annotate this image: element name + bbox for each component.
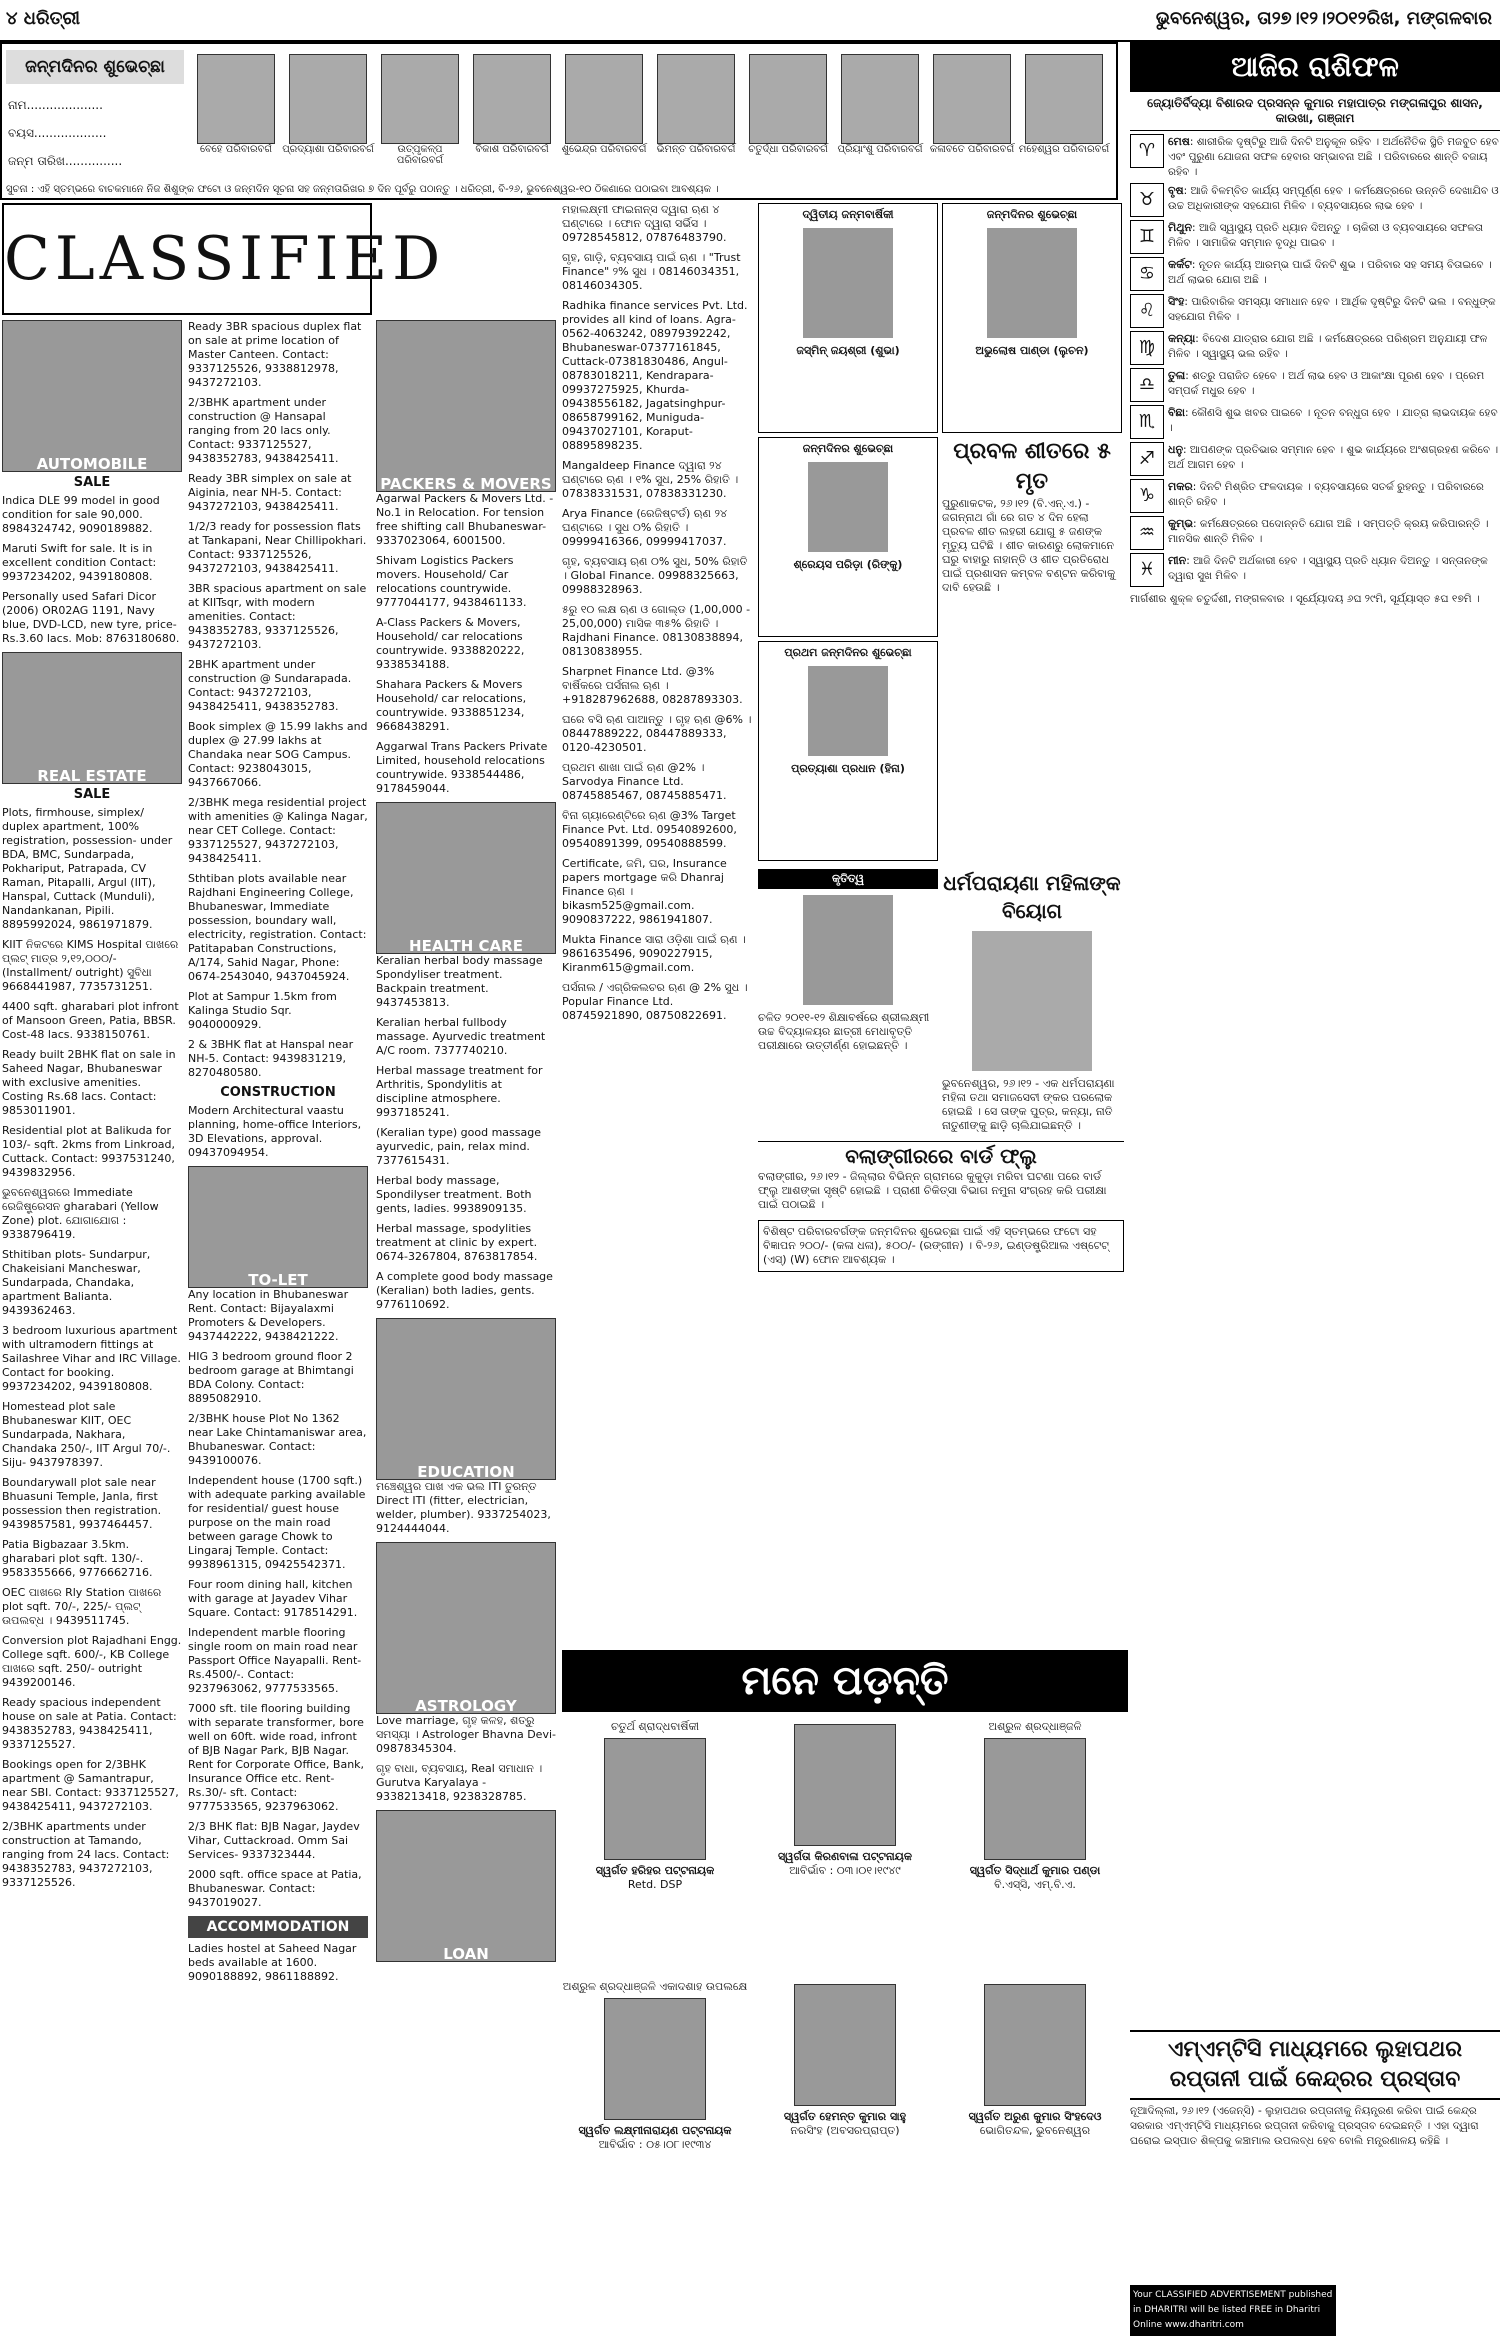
finance-ad: Radhika finance services Pvt. Ltd. provides all kind of loans. Agra-0562-4063242, 08979392242, Bhubaneswar-07377161845, Cuttack-07381830486, Angul-08783018211, Kendrapara-09937275925, Khurda-09438556182, Jagatsinghpur-08658799162, Muniguda-09437027101, Koraput-08895898235. xyxy=(562,299,748,452)
finance-ad: ପ୍ରଥମ ଶାଖା ପାଇଁ ଋଣ @2% । Sarvodya Finance Ltd. 08745885467, 08745885471. xyxy=(562,761,727,802)
astrology-label: ASTROLOGY xyxy=(415,1697,517,1715)
zodiac-sign xyxy=(1130,479,1500,513)
classified-ad: Personally used Safari Dicor (2006) OR02AG 1191, Navy blue, DVD-LCD, new tyre, price- Rs.3.60 lacs. Mob: 8763180680. xyxy=(2,590,180,645)
zodiac-11-icon: ♓ xyxy=(1130,553,1164,587)
zodiac-reading: ଶାରୀରିକ ଦୃଷ୍ଟିରୁ ଆଜି ଦିନଟି ଅନୁକୂଳ ରହିବ । ଅର୍ଥନୈତିକ ସ୍ଥିତି ମଜବୁତ ହେବ ଏବଂ ପୁରୁଣା ଯୋଜନା ସଫଳ ହେବାର ସମ୍ଭାବନା ଅଛି । ପରିବାରରେ ଶାନ୍ତି ବଜାୟ ରହିବ । xyxy=(1168,136,1499,178)
page-header xyxy=(0,0,1500,42)
kid-card xyxy=(1018,54,1110,184)
zodiac-sign xyxy=(1130,368,1500,402)
finance-ads xyxy=(562,203,752,1023)
birthday-ad-notice: ବିଶିଷ୍ଟ ପରିବାରବର୍ଗଙ୍କ ଜନ୍ମଦିନର ଶୁଭେଚ୍ଛା ପାଇଁ ଏହି ସ୍ତମ୍ଭରେ ଫଟୋ ସହ ବିଜ୍ଞାପନ ୨୦୦/- (କଳା ଧଳା), ୫୦୦/- (ରଙ୍ଗୀନ) । ବି-୨୬, ଇଣ୍ଡଷ୍ଟ୍ରିଆଲ ଏଷ୍ଟେଟ୍ (ଏସ୍) (W) ଫୋନ ଆବଶ୍ୟକ । xyxy=(758,1220,1124,1272)
zodiac-name: ମେଷ xyxy=(1168,135,1190,148)
zodiac-reading: ଆଜି ବିଳମ୍ବିତ କାର୍ଯ୍ୟ ସମ୍ପୂର୍ଣ୍ଣ ହେବ । କର୍ମକ୍ଷେତ୍ରରେ ଉନ୍ନତି ଦେଖାଯିବ ଓ ଉଚ୍ଚ ଅଧିକାରୀଙ୍କ ସହଯୋଗ ମିଳିବ । ବ୍ୟବସାୟରେ ଲାଭ ହେବ । xyxy=(1168,185,1499,212)
finance-ad: Sharpnet Finance Ltd. @3% ବାର୍ଷିକରେ ପର୍ସନାଲ ଋଣ । +918287962688, 08287893303. xyxy=(562,665,743,706)
wish-row-1 xyxy=(758,203,1124,433)
wish-3-name: ଶ୍ରେୟସ ପରିଡ଼ା (ରିଙ୍କୁ) xyxy=(793,558,903,571)
zodiac-2-icon: ♊ xyxy=(1130,220,1164,254)
construction-ads xyxy=(188,1104,368,1160)
kid-caption: ବେହେ ପରିବାରବର୍ଗ xyxy=(199,144,273,155)
zodiac-reading: ବିଦେଶ ଯାତ୍ରାର ଯୋଗ ଅଛି । କର୍ମକ୍ଷେତ୍ରରେ ପରିଶ୍ରମ ଅନୁଯାୟୀ ଫଳ ମିଳିବ । ସ୍ୱାସ୍ଥ୍ୟ ଭଲ ରହିବ । xyxy=(1168,333,1488,360)
balangir-body: ବଲାଙ୍ଗୀର, ୨୬।୧୨ - ଜିଲ୍ଲାର ବିଭିନ୍ନ ଗ୍ରାମରେ କୁକୁଡ଼ା ମରିବା ଘଟଣା ପରେ ବାର୍ଡ ଫ୍ଲୁ ଆଶଙ୍କା ସୃଷ୍ଟି ହୋଇଛି । ପ୍ରାଣୀ ଚିକିତ୍ସା ବିଭାଗ ନମୁନା ସଂଗ୍ରହ କରି ପରୀକ୍ଷା ପାଇଁ ପଠାଇଛି । xyxy=(758,1170,1107,1211)
classified-ad: Ready built 2BHK flat on sale in Saheed Nagar, Bhubaneswar with exclusive amenities. Costing Rs.68 lacs. Contact: 9853011901. xyxy=(2,1048,176,1117)
classified-ad: 2000 sqft. office space at Patia, Bhubaneswar. Contact: 9437019027. xyxy=(188,1868,362,1909)
finance-ad: ଘରେ ବସି ଋଣ ପାଆନ୍ତୁ । ଗୃହ ଋଣ @6% । 08447889222, 08447889333, 0120-4230501. xyxy=(562,713,752,754)
automobile-image xyxy=(2,320,182,472)
kid-caption: ବିକାଶ ପରିବାରବର୍ଗ xyxy=(475,144,549,155)
mmtc-body: ନୂଆଦିଲ୍ଲୀ, ୨୬।୧୨ (ଏଜେନ୍ସି) - ଲୁହାପଥର ରପ୍ତାନୀକୁ ନିୟନ୍ତ୍ରଣ କରିବା ପାଇଁ କେନ୍ଦ୍ର ସରକାର ଏମ୍‌ଏମ୍‌ଟିସି ମାଧ୍ୟମରେ ରପ୍ତାନୀ କରିବାକୁ ପ୍ରସ୍ତାବ ଦେଇଛନ୍ତି । ଏହା ଦ୍ୱାରା ଘରୋଇ ଇସ୍ପାତ ଶିଳ୍ପକୁ କଞ୍ଚାମାଲ ଉପଲବ୍ଧ ହେବ ବୋଲି ମନ୍ତ୍ରଣାଳୟ କହିଛି । xyxy=(1130,2105,1479,2147)
classified-ad: 7000 sft. tile flooring building with separate transformer, bore well on 60ft. wide road, infront of BJB Nagar Park, BJB Nagar. Rent for Corporate Office, Bank, Insurance Office etc. Rent- Rs.30/- sft. Contact: 9777533565, 9237963062. xyxy=(188,1702,365,1813)
finance-ad: ୫ରୁ ୧୦ ଲକ୍ଷ ଋଣ ଓ ଗୋଲ୍ଡ (1,00,000 - 25,00,000) ମାସିକ ୩୫% ରିହାତି । Rajdhani Finance. 08130838894, 08130838955. xyxy=(562,603,751,658)
tolet-image xyxy=(188,1166,368,1288)
birthday-strip-title: ଜନ୍ମଦିନର ଶୁଭେଚ୍ଛା xyxy=(6,50,184,84)
zodiac-name: କୁମ୍ଭ xyxy=(1168,517,1194,530)
zodiac-name: ଧନୁ xyxy=(1168,443,1184,456)
kids-row xyxy=(190,54,1115,184)
kid-caption: ମହେଶ୍ୱର ପରିବାରବର୍ଗ xyxy=(1018,144,1110,155)
classified-ad: 3 bedroom luxurious apartment with ultramodern fittings at Sailashree Vihar and IRC Village. Contact for booking. 9937234202, 9439180808. xyxy=(2,1324,181,1393)
obit-name: ସ୍ୱର୍ଗତ ହରିହର ପଟ୍ଟନାୟକ xyxy=(595,1864,715,1877)
classified-ad: Independent marble flooring single room on main road near Passport Office Nayapalli. Rent-Rs.4500/-. Contact: 9237963062, 9777533565. xyxy=(188,1626,362,1695)
zodiac-sign xyxy=(1130,516,1500,550)
classified-ad: Herbal body massage, Spondilyser treatment. Both gents, ladies. 9938909135. xyxy=(376,1174,532,1215)
zodiac-6-icon: ♎ xyxy=(1130,368,1164,402)
kid-caption: ପ୍ରଦ୍ୟାଶା ପରିବାରବର୍ଗ xyxy=(282,144,374,155)
classified-ad: 2/3BHK apartment under construction @ Hansapal ranging from 20 lacs only. Contact: 9337125527, 9438352783, 9438425411. xyxy=(188,396,339,465)
zodiac-sign xyxy=(1130,294,1500,328)
tolet-label: TO-LET xyxy=(248,1271,308,1289)
classified-ad: Sthitiban plots- Sundarpur, Chakeisiani Mancheswar, Sundarpada, Chandaka, apartment Balianta. 9439362463. xyxy=(2,1248,151,1317)
kid-card xyxy=(558,54,650,184)
kid-photo xyxy=(749,54,827,144)
kid-card xyxy=(926,54,1018,184)
finance-ad: ବିନା ଗ୍ୟାରେଣ୍ଟିରେ ଋଣ @3% Target Finance Pvt. Ltd. 09540892600, 09540891399, 09540888599. xyxy=(562,809,737,850)
obituary-card xyxy=(942,1980,1128,2138)
mmtc-headline: ଏମ୍‌ଏମ୍‌ଟିସି ମାଧ୍ୟମରେ ଲୁହାପଥର ରପ୍ତାନୀ ପାଇଁ କେନ୍ଦ୍ରର ପ୍ରସ୍ତାବ xyxy=(1130,2030,1500,2100)
kid-card xyxy=(650,54,742,184)
classified-ad: 2/3BHK apartments under construction at Tamando, ranging from 24 lacs. Contact: 9438352783, 9437272103, 9337125526. xyxy=(2,1820,170,1889)
birthday-notice: ସୁଚନା : ଏହି ସ୍ତମ୍ଭରେ ବାଚକମାନେ ନିଜ ଶିଶୁଙ୍କ ଫଟୋ ଓ ଜନ୍ମଦିନ ସୂଚନା ସହ ଜନ୍ମତାରିଖର ୭ ଦିନ ପୂର୍ବରୁ ପଠାନ୍ତୁ । ଧରିତ୍ରୀ, ବି-୨୬, ଭୁବନେଶ୍ୱର-୧୦ ଠିକଣାରେ ପଠାଇବା ଆବଶ୍ୟକ । xyxy=(6,184,719,195)
kid-photo xyxy=(841,54,919,144)
kid-caption: ଭିମନ୍ତ ପରିବାରବର୍ଗ xyxy=(656,144,736,155)
zodiac-text: କର୍କଟ: ନୂତନ କାର୍ଯ୍ୟ ଆରମ୍ଭ ପାଇଁ ଦିନଟି ଶୁଭ । ପରିବାର ସହ ସମୟ ବିତାଇବେ । ଅର୍ଥ ଲାଭର ଯୋଗ ଅଛି । xyxy=(1168,258,1492,286)
classified-ad: 2/3BHK mega residential project with amenities @ Kalinga Nagar, near CET College. Contact: 9337125527, 9437272103, 9438425411. xyxy=(188,796,368,865)
obit-tag: ଅଶ୍ରୁଳ ଶ୍ରଦ୍ଧାଞ୍ଜଳି xyxy=(988,1720,1082,1733)
obituary-card xyxy=(942,1720,1128,1892)
kid-card xyxy=(190,54,282,184)
realestate-label: REAL ESTATE xyxy=(37,767,147,785)
obituary-card xyxy=(562,1980,748,2152)
classified-ad: 2/3BHK house Plot No 1362 near Lake Chintamaniswar area, Bhubaneswar. Contact: 9439100076. xyxy=(188,1412,367,1467)
zodiac-text: ତୁଳା: ଶତ୍ରୁ ପରାଜିତ ହେବେ । ଅର୍ଥ ଲାଭ ହେବ ଓ ଆକାଂକ୍ଷା ପୂରଣ ହେବ । ପ୍ରେମ ସମ୍ପର୍କ ମଧୁର ହେବ । xyxy=(1168,369,1485,397)
classified-ad: Four room dining hall, kitchen with garage at Jayadev Vihar Square. Contact: 9178514291. xyxy=(188,1578,358,1619)
zodiac-5-icon: ♍ xyxy=(1130,331,1164,365)
wish-cold-row xyxy=(758,437,1124,861)
obit-name: ସ୍ୱର୍ଗତ ଲକ୍ଷ୍ମୀନାରାୟଣ ପଟ୍ଟନାୟକ xyxy=(578,2124,732,2137)
column-4 xyxy=(562,203,752,1029)
zodiac-sign xyxy=(1130,331,1500,365)
loan-label: LOAN xyxy=(443,1945,489,1963)
finance-ad: ମହାଲକ୍ଷ୍ମୀ ଫାଇନାନ୍ସ ଦ୍ୱାରା ଋଣ ୪ ଘଣ୍ଟାରେ । ଫୋନ ଦ୍ୱାରା ସର୍ଭିସ । 09728545812, 07876483790. xyxy=(562,203,727,244)
classified-ad: Homestead plot sale Bhubaneswar KIIT, OEC Sundarpada, Nakhara, Chandaka 250/-, IIT Argul 70/-. Siju- 9437978397. xyxy=(2,1400,171,1469)
kid-caption: କଳାବତେ ପରିବାରବର୍ଗ xyxy=(929,144,1015,155)
death-photo xyxy=(972,931,1092,1071)
construction-heading: CONSTRUCTION xyxy=(220,1085,336,1100)
mane-padanti-banner: ମନେ ପଡ଼ନ୍ତି xyxy=(562,1650,1128,1712)
obit-tag: ଚତୁର୍ଥ ଶ୍ରାଦ୍ଧବାର୍ଷିକୀ xyxy=(611,1720,699,1733)
classified-ad: Ready 3BR simplex on sale at Aiginia, near NH-5. Contact: 9437272103, 9438425411. xyxy=(188,472,352,513)
obit-photo xyxy=(794,1724,896,1846)
classified-ad: Plot at Sampur 1.5km from Kalinga Studio Sqr. 9040000929. xyxy=(188,990,337,1031)
education-ads xyxy=(376,1480,556,1536)
kid-caption: ଚତୁର୍ଦ୍ଧା ପରିବାରବର୍ଗ xyxy=(748,144,828,155)
zodiac-sign xyxy=(1130,183,1500,217)
obit-name: ସ୍ୱର୍ଗତ ସିଦ୍ଧାର୍ଥ କୁମାର ପଣ୍ଡା xyxy=(969,1864,1101,1877)
horoscope-column xyxy=(1130,42,1500,2343)
obit-photo xyxy=(604,1738,706,1860)
obit-photo xyxy=(794,1984,896,2106)
classified-ad: Residential plot at Balikuda for 103/- sqft. 2kms from Linkroad, Cuttack. Contact: 9937531240, 9439832956. xyxy=(2,1124,176,1179)
classified-ad: Herbal massage treatment for Arthritis, Spondylitis at discipline atmosphere. 9937185241. xyxy=(376,1064,543,1119)
wish-3-photo xyxy=(808,462,888,552)
zodiac-name: କନ୍ୟା xyxy=(1168,332,1196,345)
death-headline: ଧର୍ମପରାୟଣା ମହିଳାଙ୍କ ବିୟୋଗ xyxy=(943,871,1121,923)
wish-1-name: ଜସ୍ମିନ୍ ଜୟଶ୍ରୀ (ଶୁଭା) xyxy=(796,344,900,357)
zodiac-text: ମେଷ: ଶାରୀରିକ ଦୃଷ୍ଟିରୁ ଆଜି ଦିନଟି ଅନୁକୂଳ ରହିବ । ଅର୍ଥନୈତିକ ସ୍ଥିତି ମଜବୁତ ହେବ ଏବଂ ପୁରୁଣା ଯୋଜନା ସଫଳ ହେବାର ସମ୍ଭାବନା ଅଛି । ପରିବାରରେ ଶାନ୍ତି ବଜାୟ ରହିବ । xyxy=(1168,135,1499,178)
kritiba-heading: କୃତିତ୍ୱ xyxy=(758,869,938,889)
classified-ad: Sthtiban plots available near Rajdhani Engineering College, Bhubaneswar, Immediate possession, boundary wall, electricity, registration. Contact: Patitapaban Constructions, A/174, Sahid Nagar, Phone: 0674-2543040, 9437045924. xyxy=(188,872,367,983)
form-field-age: ବୟସ................... xyxy=(8,126,107,140)
horoscope-title: ଆଜିର ରାଶିଫଳ xyxy=(1130,42,1500,92)
zodiac-9-icon: ♑ xyxy=(1130,479,1164,513)
classified-ad: Shivam Logistics Packers movers. Household/ Car relocations countrywide. 9777044177, 9438461133. xyxy=(376,554,527,609)
wish-3-title: ଜନ୍ମଦିନର ଶୁଭେଚ୍ଛା xyxy=(802,442,894,455)
zodiac-name: କର୍କଟ xyxy=(1168,258,1192,271)
zodiac-10-icon: ♒ xyxy=(1130,516,1164,550)
zodiac-sign xyxy=(1130,442,1500,476)
form-field-dob: ଜନ୍ମ ତାରିଖ............... xyxy=(8,154,123,168)
zodiac-reading: ଦିନଟି ମିଶ୍ରିତ ଫଳଦାୟକ । ବ୍ୟବସାୟରେ ସତର୍କ ରୁହନ୍ତୁ । ପରିବାରରେ ଶାନ୍ତି ରହିବ । xyxy=(1168,481,1484,508)
classified-ad: A complete good body massage (Keralian) both ladies, gents. 9776110692. xyxy=(376,1270,553,1311)
zodiac-reading: କୌଣସି ଶୁଭ ଖବର ପାଇବେ । ନୂତନ ବନ୍ଧୁତା ହେବ । ଯାତ୍ରା ଲାଭଦାୟକ ହେବ । xyxy=(1168,407,1498,434)
kid-photo xyxy=(1025,54,1103,144)
finance-ad: Mukta Finance ସାରା ଓଡ଼ିଶା ପାଇଁ ଋଣ । 9861635496, 9090227915, Kiranm615@gmail.com. xyxy=(562,933,746,974)
wish-card-1 xyxy=(758,203,938,433)
zodiac-text: କୁମ୍ଭ: କର୍ମକ୍ଷେତ୍ରରେ ପଦୋନ୍ନତି ଯୋଗ ଅଛି । ସମ୍ପତ୍ତି କ୍ରୟ କରିପାରନ୍ତି । ମାନସିକ ଶାନ୍ତି ମିଳିବ । xyxy=(1168,517,1489,545)
wish-2-photo xyxy=(987,228,1077,338)
column-2 xyxy=(188,320,368,1990)
classified-ad: Keralian herbal fullbody massage. Ayurvedic treatment A/C room. 7377740210. xyxy=(376,1016,546,1057)
classified-ad: Keralian herbal body massage Spondyliser treatment. Backpain treatment. 9437453813. xyxy=(376,954,543,1009)
tolet-ads xyxy=(188,1288,368,1910)
kid-card xyxy=(834,54,926,184)
sale-heading-2: SALE xyxy=(73,787,111,802)
classified-ad: 2BHK apartment under construction @ Sundarapada. Contact: 9437272103, 9438425411, 9438352783. xyxy=(188,658,352,713)
zodiac-text: ବିଛା: କୌଣସି ଶୁଭ ଖବର ପାଇବେ । ନୂତନ ବନ୍ଧୁତା ହେବ । ଯାତ୍ରା ଲାଭଦାୟକ ହେବ । xyxy=(1168,406,1498,434)
zodiac-8-icon: ♐ xyxy=(1130,442,1164,476)
kid-caption: ଶୁଭେନ୍ଦ୍ର ପରିବାରବର୍ଗ xyxy=(561,144,647,155)
astrology-ads xyxy=(376,1714,556,1804)
classified-ad: Maruti Swift for sale. It is in excellent condition Contact: 9937234202, 9439180808. xyxy=(2,542,157,583)
obit-name: ସ୍ୱର୍ଗତ ହେମନ୍ତ କୁମାର ସାହୁ xyxy=(783,2110,907,2123)
zodiac-7-icon: ♏ xyxy=(1130,405,1164,439)
realestate-image xyxy=(2,652,182,784)
obit-photo xyxy=(984,1984,1086,2106)
kritiba-death-row xyxy=(758,869,1124,1133)
zodiac-reading: ଆପଣଙ୍କ ପ୍ରତିଭାର ସମ୍ମାନ ହେବ । ଶୁଭ କାର୍ଯ୍ୟରେ ଅଂଶଗ୍ରହଣ କରିବେ । ଅର୍ଥ ଆଗମ ହେବ । xyxy=(1168,444,1499,471)
zodiac-reading: କର୍ମକ୍ଷେତ୍ରରେ ପଦୋନ୍ନତି ଯୋଗ ଅଛି । ସମ୍ପତ୍ତି କ୍ରୟ କରିପାରନ୍ତି । ମାନସିକ ଶାନ୍ତି ମିଳିବ । xyxy=(1168,518,1489,545)
classified-ad: Agarwal Packers & Movers Ltd. - No.1 in Relocation. For tension free shifting call Bhubaneswar- 9337023064, 6001500. xyxy=(376,492,554,547)
classified-ad: Plots, firmhouse, simplex/ duplex apartment, 100% registration, possession- under BDA, BMC, Sundarpada, Pokhariput, Patrapada, CV Raman, Pitapalli, Argul (IIT), Hanspal, Cuttack (Munduli), Nandankanan, Pipili. 8895992024, 9861971879. xyxy=(2,806,173,931)
wish-1-title: ଦ୍ୱିତୀୟ ଜନ୍ମବାର୍ଷିକୀ xyxy=(802,208,894,221)
astrology-image xyxy=(376,1542,556,1714)
zodiac-name: ମକର xyxy=(1168,480,1193,493)
classified-ad: Ready spacious independent house on sale at Patia. Contact: 9438352783, 9438425411, 9337125527. xyxy=(2,1696,177,1751)
classified-ad: Indica DLE 99 model in good condition for sale 90,000. 8984324742, 9090189882. xyxy=(2,494,160,535)
zodiac-text: ମିଥୁନ: ଆଜି ସ୍ୱାସ୍ଥ୍ୟ ପ୍ରତି ଧ୍ୟାନ ଦିଅନ୍ତୁ । ଚାକିରୀ ଓ ବ୍ୟବସାୟରେ ସଫଳତା ମିଳିବ । ସାମାଜିକ ସମ୍ମାନ ବୃଦ୍ଧି ପାଇବ । xyxy=(1168,221,1484,249)
healthcare-image xyxy=(376,802,556,954)
finance-ad: ପର୍ସନାଲ / ଏଗ୍ରିକଲଚର ଋଣ @ 2% ସୁଧ । Popular Finance Ltd. 08745921890, 08750822691. xyxy=(562,981,748,1022)
zodiac-sign xyxy=(1130,220,1500,254)
zodiac-name: ବୃଷ xyxy=(1168,184,1184,197)
mmtc-story xyxy=(1130,2030,1500,2330)
auto-ads xyxy=(2,494,182,646)
zodiac-sign xyxy=(1130,553,1500,587)
wish-4-title: ପ୍ରଥମ ଜନ୍ମଦିନର ଶୁଭେଚ୍ଛା xyxy=(784,646,912,659)
classified-title: CLASSIFIED xyxy=(4,224,446,294)
kritiba-box xyxy=(758,869,938,1133)
packers-image xyxy=(376,320,556,492)
accommodation-heading: ACCOMMODATION xyxy=(188,1916,368,1938)
classified-ad: Aggarwal Trans Packers Private Limited, household relocations countrywide. 9338544486, 9178459044. xyxy=(376,740,548,795)
classified-ad: Any location in Bhubaneswar Rent. Contact: Bijayalaxmi Promoters & Developers. 9437442222, 9438421222. xyxy=(188,1288,349,1343)
wish-4-photo xyxy=(808,666,888,756)
zodiac-signs xyxy=(1130,134,1500,587)
kid-photo xyxy=(289,54,367,144)
finance-ad: Arya Finance (ରେଜିଷ୍ଟର୍ଡ) ଋଣ ୨୪ ଘଣ୍ଟାରେ । ସୁଧ ୦% ରିହାତି । 09999416366, 09999417037. xyxy=(562,507,728,548)
wish-2-name: ଅଭୁଲୋଷ ପାଣ୍ଡା (ଲୁଚନ) xyxy=(975,344,1089,357)
zodiac-text: ଧନୁ: ଆପଣଙ୍କ ପ୍ରତିଭାର ସମ୍ମାନ ହେବ । ଶୁଭ କାର୍ଯ୍ୟରେ ଅଂଶଗ୍ରହଣ କରିବେ । ଅର୍ଥ ଆଗମ ହେବ । xyxy=(1168,443,1499,471)
wish-4-name: ପ୍ରତ୍ୟାଶା ପ୍ରଧାନ (ହିନା) xyxy=(791,762,905,775)
zodiac-name: ମୀନ xyxy=(1168,554,1187,567)
classified-ad: 2/3 BHK flat: BJB Nagar, Jaydev Vihar, Cuttackroad. Omm Sai Services- 9337323444. xyxy=(188,1820,360,1861)
wish-stack xyxy=(758,437,938,861)
wish-2-title: ଜନ୍ମଦିନର ଶୁଭେଚ୍ଛା xyxy=(986,208,1078,221)
classified-ad: 4400 sqft. gharabari plot infront of Mansoon Green, Patia, BBSR. Cost-48 lacs. 9338150761. xyxy=(2,1000,179,1041)
classified-ad: A-Class Packers & Movers, Household/ car relocations countrywide. 9338820222, 9338534188. xyxy=(376,616,525,671)
health-ads xyxy=(376,954,556,1312)
obit-sub: ବି.ଏସ୍‌ସି, ଏମ୍.ବି.ଏ. xyxy=(994,1878,1076,1891)
classified-banner xyxy=(2,203,446,315)
classified-ad: Ladies hostel at Saheed Nagar beds available at 1600. 9090188892, 9861188892. xyxy=(188,1942,357,1983)
death-story xyxy=(942,869,1122,1133)
classified-ad: 2 & 3BHK flat at Hanspal near NH-5. Contact: 9439831219, 8270480580. xyxy=(188,1038,354,1079)
zodiac-0-icon: ♈ xyxy=(1130,134,1164,168)
zodiac-text: ସିଂହ: ପାରିବାରିକ ସମସ୍ୟା ସମାଧାନ ହେବ । ଆର୍ଥିକ ଦୃଷ୍ଟିରୁ ଦିନଟି ଭଲ । ବନ୍ଧୁଙ୍କ ସହଯୋଗ ମିଳିବ । xyxy=(1168,295,1496,323)
zodiac-3-icon: ♋ xyxy=(1130,257,1164,291)
kid-photo xyxy=(197,54,275,144)
cold-story xyxy=(942,437,1122,861)
classified-ad: Conversion plot Rajadhani Engg. College sqft. 600/-, KB College ପାଖରେ sqft. 250/- outright 9439200146. xyxy=(2,1634,182,1689)
balangir-headline: ବଲାଙ୍ଗୀରରେ ବାର୍ଡ ଫ୍ଲୁ xyxy=(758,1141,1124,1170)
kid-card xyxy=(282,54,374,184)
obituary-card xyxy=(752,1980,938,2138)
classified-ad: Modern Architectural vaastu planning, home-office Interiors, 3D Elevations, approval. 09437094954. xyxy=(188,1104,362,1159)
classified-ad: Book simplex @ 15.99 lakhs and duplex @ 27.99 lakhs at Chandaka near SOG Campus. Contact: 9238043015, 9437667066. xyxy=(188,720,368,789)
zodiac-name: ତୁଳା xyxy=(1168,369,1186,382)
kid-card xyxy=(742,54,834,184)
zodiac-name: ମିଥୁନ xyxy=(1168,221,1193,234)
packers-label: PACKERS & MOVERS xyxy=(380,475,552,493)
zodiac-4-icon: ♌ xyxy=(1130,294,1164,328)
obituary-card xyxy=(752,1720,938,1878)
obit-tag: ଅଶ୍ରୁଳ ଶ୍ରଦ୍ଧାଞ୍ଜଳି ଏକାଦଶାହ ଉପଲକ୍ଷେ xyxy=(562,1980,748,1993)
zodiac-text: ବୃଷ: ଆଜି ବିଳମ୍ବିତ କାର୍ଯ୍ୟ ସମ୍ପୂର୍ଣ୍ଣ ହେବ । କର୍ମକ୍ଷେତ୍ରରେ ଉନ୍ନତି ଦେଖାଯିବ ଓ ଉଚ୍ଚ ଅଧିକାରୀଙ୍କ ସହଯୋଗ ମିଳିବ । ବ୍ୟବସାୟରେ ଲାଭ ହେବ । xyxy=(1168,184,1499,212)
wish-1-photo xyxy=(803,228,893,338)
zodiac-sign xyxy=(1130,257,1500,291)
page-date: ଭୁବନେଶ୍ୱର, ତା୨୭।୧୨।୨୦୧୨ରିଖ, ମଙ୍ଗଳବାର xyxy=(1155,8,1492,29)
kid-card xyxy=(466,54,558,184)
center-news xyxy=(758,203,1124,1272)
kritiba-body: ଚଳିତ ୨୦୧୧-୧୨ ଶିକ୍ଷାବର୍ଷରେ ଶ୍ରୀଲକ୍ଷ୍ମୀ ଉଚ୍ଚ ବିଦ୍ୟାଳୟର ଛାତ୍ରୀ ମେଧାବୃତ୍ତି ପରୀକ୍ଷାରେ ଉତ୍ତୀର୍ଣ୍ଣ ହୋଇଛନ୍ତି । xyxy=(758,1011,930,1052)
zodiac-reading: ଆଜି ସ୍ୱାସ୍ଥ୍ୟ ପ୍ରତି ଧ୍ୟାନ ଦିଅନ୍ତୁ । ଚାକିରୀ ଓ ବ୍ୟବସାୟରେ ସଫଳତା ମିଳିବ । ସାମାଜିକ ସମ୍ମାନ ବୃଦ୍ଧି ପାଇବ । xyxy=(1168,222,1484,249)
education-image xyxy=(376,1318,556,1480)
wish-card-4 xyxy=(758,641,938,861)
zodiac-sign xyxy=(1130,134,1500,180)
obit-photo xyxy=(604,1998,706,2120)
zodiac-text: କନ୍ୟା: ବିଦେଶ ଯାତ୍ରାର ଯୋଗ ଅଛି । କର୍ମକ୍ଷେତ୍ରରେ ପରିଶ୍ରମ ଅନୁଯାୟୀ ଫଳ ମିଳିବ । ସ୍ୱାସ୍ଥ୍ୟ ଭଲ ରହିବ । xyxy=(1168,332,1488,360)
classified-ad: Boundarywall plot sale near Bhuasuni Temple, Janla, first possession then registration. 9439857581, 9937464457. xyxy=(2,1476,162,1531)
flat-ads xyxy=(188,320,368,1080)
packers-ads xyxy=(376,492,556,796)
classified-ad: Ready 3BR spacious duplex flat on sale at prime location of Master Canteen. Contact: 9337125526, 9338812978, 9437272103. xyxy=(188,320,362,389)
sale-heading-1: SALE xyxy=(73,475,111,490)
classified-ad: Independent house (1700 sqft.) with adequate parking available for residential/ guest house purpose on the main road between garage Chowk to Lingaraj Temple. Contact: 9938961315, 09425542371. xyxy=(188,1474,366,1571)
obit-sub: Retd. DSP xyxy=(627,1878,683,1891)
wish-card-2 xyxy=(942,203,1122,433)
form-field-name: ନାମ.................... xyxy=(8,98,103,112)
obituary-card xyxy=(562,1720,748,1891)
finance-ad: ଗୃହ, ଗାଡ଼ି, ବ୍ୟବସାୟ ପାଇଁ ଋଣ । "Trust Finance" ୨% ସୁଧ । 08146034351, 08146034305. xyxy=(562,251,741,292)
kid-photo xyxy=(565,54,643,144)
death-body: ଭୁବନେଶ୍ୱର, ୨୬।୧୨ - ଏକ ଧର୍ମପରାୟଣା ମହିଳା ତଥା ସମାଜସେବୀ ଙ୍କର ପରଲୋକ ହୋଇଛି । ସେ ତାଙ୍କ ପୁତ୍ର, କନ୍ୟା, ନାତି ନାତୁଣୀଙ୍କୁ ଛାଡ଼ି ଚାଲିଯାଇଛନ୍ତି । xyxy=(942,1077,1115,1132)
obit-sub: ନରସିଂହ (ଅବସରପ୍ରାପ୍ତ) xyxy=(790,2124,900,2137)
obit-sub: ଆବିର୍ଭାବ : ୦୫।୦୮।୧୯୩୪ xyxy=(598,2138,712,2151)
zodiac-reading: ଶତ୍ରୁ ପରାଜିତ ହେବେ । ଅର୍ଥ ଲାଭ ହେବ ଓ ଆକାଂକ୍ଷା ପୂରଣ ହେବ । ପ୍ରେମ ସମ୍ପର୍କ ମଧୁର ହେବ । xyxy=(1168,370,1485,397)
online-footer: Your CLASSIFIED ADVERTISEMENT published in DHARITRI will be listed FREE in Dharitri Online www.dharitri.com xyxy=(1130,2285,1336,2336)
kritiba-photo xyxy=(803,895,893,1005)
kid-photo xyxy=(381,54,459,144)
classified-ad: Patia Bigbazaar 3.5km. gharabari plot sqft. 130/-. 9583355666, 9776662716. xyxy=(2,1538,153,1579)
classified-ad: Love marriage, ଗୃହ କଳହ, ଶତ୍ରୁ ସମସ୍ୟା । Astrologer Bhavna Devi- 09878345304. xyxy=(376,1714,556,1755)
obit-name: ସ୍ୱର୍ଗତ ଅରୁଣ କୁମାର ସିଂହଦେଓ xyxy=(968,2110,1102,2123)
birthday-strip xyxy=(0,42,1118,200)
classified-ad: 1/2/3 ready for possession flats at Tankapani, Near Chillipokhari. Contact: 9337125526, 9437272103, 9438425411. xyxy=(188,520,367,575)
cold-body: ପୁରୁଣାକଟକ, ୨୬।୧୨ (ବି.ଏନ୍.ଏ.) - ଜଗନ୍ନାଥ ଗାଁ ରେ ଗତ ୪ ଦିନ ହେଲା ପ୍ରବଳ ଶୀତ ଲହରୀ ଯୋଗୁ ୫ ଜଣଙ୍କ ମୃତ୍ୟୁ ଘଟିଛି । ଶୀତ କାରଣରୁ ଲୋକମାନେ ଘରୁ ବାହାରୁ ନାହାନ୍ତି ଓ ଶୀତ ପ୍ରତିରୋଧ ପାଇଁ ପ୍ରଶାସନ କମ୍ବଳ ବଣ୍ଟନ କରିବାକୁ ଦାବି ହେଉଛି । xyxy=(942,497,1116,594)
column-1 xyxy=(2,320,182,1896)
classified-ad: ଗୃହ ବାଧା, ବ୍ୟବସାୟ, Real ସମାଧାନ । Gurutva Karyalaya - 9338213418, 9238328785. xyxy=(376,1762,543,1803)
zodiac-reading: ନୂତନ କାର୍ଯ୍ୟ ଆରମ୍ଭ ପାଇଁ ଦିନଟି ଶୁଭ । ପରିବାର ସହ ସମୟ ବିତାଇବେ । ଅର୍ଥ ଲାଭର ଯୋଗ ଅଛି । xyxy=(1168,259,1492,286)
classified-ad: 3BR spacious apartment on sale at KIITsqr, with modern amenities. Contact: 9438352783, 9337125526, 9437272103. xyxy=(188,582,367,651)
zodiac-sign xyxy=(1130,405,1500,439)
obit-photo xyxy=(984,1738,1086,1860)
zodiac-name: ବିଛା xyxy=(1168,406,1185,419)
classified-ad: Bookings open for 2/3BHK apartment @ Samantrapur, near SBI. Contact: 9337125527, 9438425411, 9437272103. xyxy=(2,1758,179,1813)
column-3 xyxy=(376,320,556,1962)
finance-ad: ଗୃହ, ବ୍ୟବସାୟ ଋଣ ୦% ସୁଧ, 50% ରିହାତି । Global Finance. 09988325663, 09988328963. xyxy=(562,555,748,596)
zodiac-name: ସିଂହ xyxy=(1168,295,1185,308)
obit-name: ସ୍ୱର୍ଗତା କିରଣବାଳା ପଟ୍ଟନାୟକ xyxy=(778,1850,912,1863)
obit-sub: ଆବିର୍ଭାବ : ୦୩।୦୧।୧୯୪୯ xyxy=(789,1864,901,1877)
kid-card xyxy=(374,54,466,184)
zodiac-text: ମୀନ: ଆଜି ଦିନଟି ଅର୍ଥକାରୀ ହେବ । ସ୍ୱାସ୍ଥ୍ୟ ପ୍ରତି ଧ୍ୟାନ ଦିଅନ୍ତୁ । ସନ୍ତାନଙ୍କ ଦ୍ୱାରା ସୁଖ ମିଳିବ । xyxy=(1168,554,1488,582)
kid-photo xyxy=(933,54,1011,144)
zodiac-reading: ଆଜି ଦିନଟି ଅର୍ଥକାରୀ ହେବ । ସ୍ୱାସ୍ଥ୍ୟ ପ୍ରତି ଧ୍ୟାନ ଦିଅନ୍ତୁ । ସନ୍ତାନଙ୍କ ଦ୍ୱାରା ସୁଖ ମିଳିବ । xyxy=(1168,555,1488,582)
classified-ad: ମଞ୍ଚେଶ୍ୱର ପାଖ ଏକ ଭଲ ITI ତୁରନ୍ତ Direct ITI (fitter, electrician, welder, plumber). 9337254023, 9124444044. xyxy=(376,1480,551,1535)
zodiac-reading: ପାରିବାରିକ ସମସ୍ୟା ସମାଧାନ ହେବ । ଆର୍ଥିକ ଦୃଷ୍ଟିରୁ ଦିନଟି ଭଲ । ବନ୍ଧୁଙ୍କ ସହଯୋଗ ମିଳିବ । xyxy=(1168,296,1496,323)
kid-caption: ପ୍ରିୟାଂଶୁ ପରିବାରବର୍ଗ xyxy=(837,144,923,155)
education-label: EDUCATION xyxy=(417,1463,515,1481)
finance-ad: Certificate, ଜମି, ଘର, Insurance papers mortgage କରି Dhanraj Finance ଋଣ । bikasm525@gmail.com. 9090837222, 9861941807. xyxy=(562,857,727,926)
accommodation-ads xyxy=(188,1942,368,1984)
astrologer-credit: ଜ୍ୟୋତିର୍ବିଦ୍ୟା ବିଶାରଦ ପ୍ରସନ୍ନ କୁମାର ମହାପାତ୍ର ମଙ୍ଗଳାପୁର ଶାସନ, କାଉଖା, ଗଞ୍ଜାମ xyxy=(1130,92,1500,131)
page-number: ୪ ଧରିତ୍ରୀ xyxy=(6,8,81,29)
classified-ad: Shahara Packers & Movers Household/ car relocations, countrywide. 9338851234, 9668438291. xyxy=(376,678,527,733)
obit-sub: ଭୋଗିତନ୍ଦଳ, ଭୁବନେଶ୍ୱର xyxy=(979,2124,1091,2137)
cold-headline: ପ୍ରବଳ ଶୀତରେ ୫ ମୃତ xyxy=(953,439,1111,494)
loan-image xyxy=(376,1810,556,1962)
realestate-ads xyxy=(2,806,182,1890)
panchang: ମାର୍ଗଶୀର ଶୁକ୍ଳ ଚତୁର୍ଦ୍ଦଶୀ, ମଙ୍ଗଳବାର । ସୂର୍ଯ୍ୟୋଦୟ ୬ଘ ୨୯ମି, ସୂର୍ଯ୍ୟାସ୍ତ ୫ଘ ୧୭ମି । xyxy=(1130,593,1480,605)
classified-ad: Herbal massage, spodylities treatment at clinic by expert. 0674-3267804, 8763817854. xyxy=(376,1222,538,1263)
zodiac-text: ମକର: ଦିନଟି ମିଶ୍ରିତ ଫଳଦାୟକ । ବ୍ୟବସାୟରେ ସତର୍କ ରୁହନ୍ତୁ । ପରିବାରରେ ଶାନ୍ତି ରହିବ । xyxy=(1168,480,1484,508)
automobile-label: AUTOMOBILE xyxy=(36,455,148,473)
classified-ad: HIG 3 bedroom ground floor 2 bedroom garage at Bhimtangi BDA Colony. Contact: 8895082910. xyxy=(188,1350,354,1405)
classified-ad: (Keralian type) good massage ayurvedic, pain, relax mind. 7377615431. xyxy=(376,1126,541,1167)
wish-card-3 xyxy=(758,437,938,637)
kid-photo xyxy=(657,54,735,144)
healthcare-label: HEALTH CARE xyxy=(409,937,523,955)
classified-ad: KIIT ନିକଟରେ KIMS Hospital ପାଖରେ ପ୍ଲଟ୍ ମାତ୍ର ୨,୧୨,୦୦୦/- (Installment/ outright) ସୁବିଧା 9668441987, 7735731251. xyxy=(2,938,179,993)
classified-ad: ଭୁବନେଶ୍ୱରରେ Immediate ରେଜିଷ୍ଟ୍ରେସନ gharabari (Yellow Zone) plot. ଯୋଗାଯୋଗ : 9338796419. xyxy=(2,1186,159,1241)
classified-ad: OEC ପାଖରେ Rly Station ପାଖରେ plot sqft. 70/-, 225/- ପ୍ଲଟ୍ ଉପଲବ୍ଧ । 9439511745. xyxy=(2,1586,162,1627)
kid-caption: ଉତ୍ପୃକଳ୍ପ ପରିବାରବର୍ଗ xyxy=(396,144,444,166)
kid-photo xyxy=(473,54,551,144)
zodiac-1-icon: ♉ xyxy=(1130,183,1164,217)
finance-ad: Mangaldeep Finance ଦ୍ୱାରା ୨୪ ଘଣ୍ଟାରେ ଋଣ । ୧% ସୁଧ, 25% ରିହାତି । 07838331531, 07838331230. xyxy=(562,459,739,500)
